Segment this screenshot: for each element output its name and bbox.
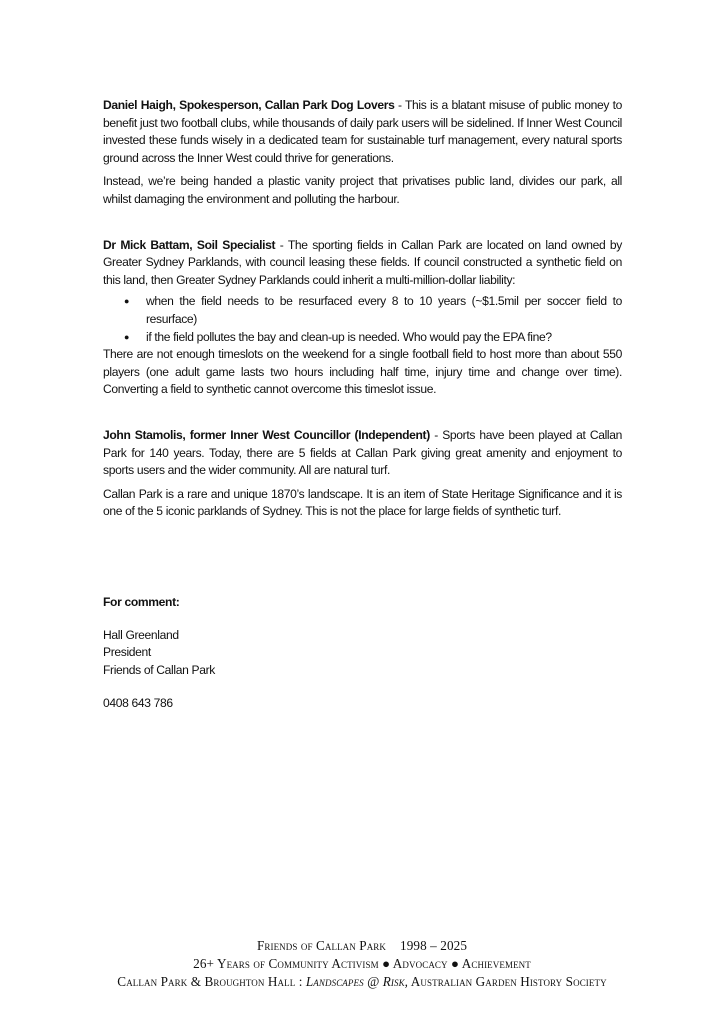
speaker-name: Daniel Haigh, Spokesperson, Callan Park Dog Lovers — [103, 98, 395, 112]
statement-stamolis — [103, 427, 622, 521]
contact-role: President — [103, 645, 151, 660]
liability-list — [103, 293, 622, 346]
statement-paragraph: Instead, we’re being handed a plastic vanity project that privatises public land, divides our park, all whilst damaging the environment and polluting the harbour. — [103, 174, 622, 206]
footer-text: Australian Garden History Society — [408, 974, 607, 989]
list-item-text: if the field pollutes the bay and clean-up is needed. Who would pay the EPA fine? — [146, 329, 552, 344]
statement-haigh — [103, 97, 622, 209]
footer-line-1 — [0, 937, 724, 955]
contact-name: Hall Greenland — [103, 627, 179, 642]
footer-line-2: 26+ Years of Community Activism ● Advocacy ● Achievement — [193, 956, 531, 971]
statement-paragraph — [103, 427, 622, 480]
footer — [0, 937, 724, 991]
separator: - — [394, 98, 405, 112]
separator: - — [275, 237, 288, 252]
footer-italic-text: Landscapes @ Risk, — [305, 974, 409, 989]
footer-text: Callan Park & Broughton Hall : — [117, 974, 306, 989]
list-item — [124, 329, 622, 347]
statement-paragraph — [103, 237, 622, 290]
statement-text: This is a blatant misuse of public money to benefit just two football clubs, while thousands of daily park users will be sidelined. If Inner West Council invested these funds wisely in a dedicated team for sustainable turf management, every natural sports ground across the Inner West could thrive for generations. — [103, 98, 623, 165]
statement-text: Sports have been played at Callan Park for 140 years. Today, there are 5 fields at Callan Park giving great amenity and enjoyment to sports users and the wider community. All are natural turf. — [103, 427, 623, 478]
footer-line-3 — [0, 973, 724, 991]
contact-section — [103, 594, 403, 713]
list-item-text: when the field needs to be resurfaced every 8 to 10 years (~$1.5mil per soccer field to resurface) — [146, 294, 622, 326]
statements-section — [103, 97, 622, 549]
contact-heading: For comment: — [103, 595, 180, 609]
statement-paragraph — [103, 97, 622, 167]
statement-text: The sporting fields in Callan Park are located on land owned by Greater Sydney Parklands, with council leasing these fields. If council constructed a synthetic field on this land, then Greater Sydney Parklands could inherit a multi-million-dollar liability: — [103, 237, 622, 287]
contact-phone: 0408 643 786 — [103, 696, 173, 711]
statement-paragraph: There are not enough timeslots on the weekend for a single football field to host more than about 550 players (one adult game lasts two hours including half time, injury time and change over time). Converting a field to synthetic cannot overcome this timeslot issue. — [103, 347, 622, 397]
footer-years: 1998 – 2025 — [400, 938, 468, 953]
list-item — [124, 293, 622, 328]
footer-org: Friends of Callan Park — [256, 938, 386, 953]
separator: - — [429, 427, 443, 442]
statement-paragraph: Callan Park is a rare and unique 1870’s landscape. It is an item of State Heritage Significance and it is one of the 5 iconic parklands of Sydney. This is not the place for large fields of synthetic turf. — [103, 486, 622, 519]
bullet-icon: ● — [124, 331, 130, 342]
speaker-name: Dr Mick Battam, Soil Specialist — [103, 237, 276, 252]
speaker-name: John Stamolis, former Inner West Councillor (Independent) — [103, 427, 430, 442]
contact-organisation: Friends of Callan Park — [103, 662, 215, 677]
bullet-icon: ● — [124, 296, 130, 307]
statement-battam — [103, 237, 622, 399]
